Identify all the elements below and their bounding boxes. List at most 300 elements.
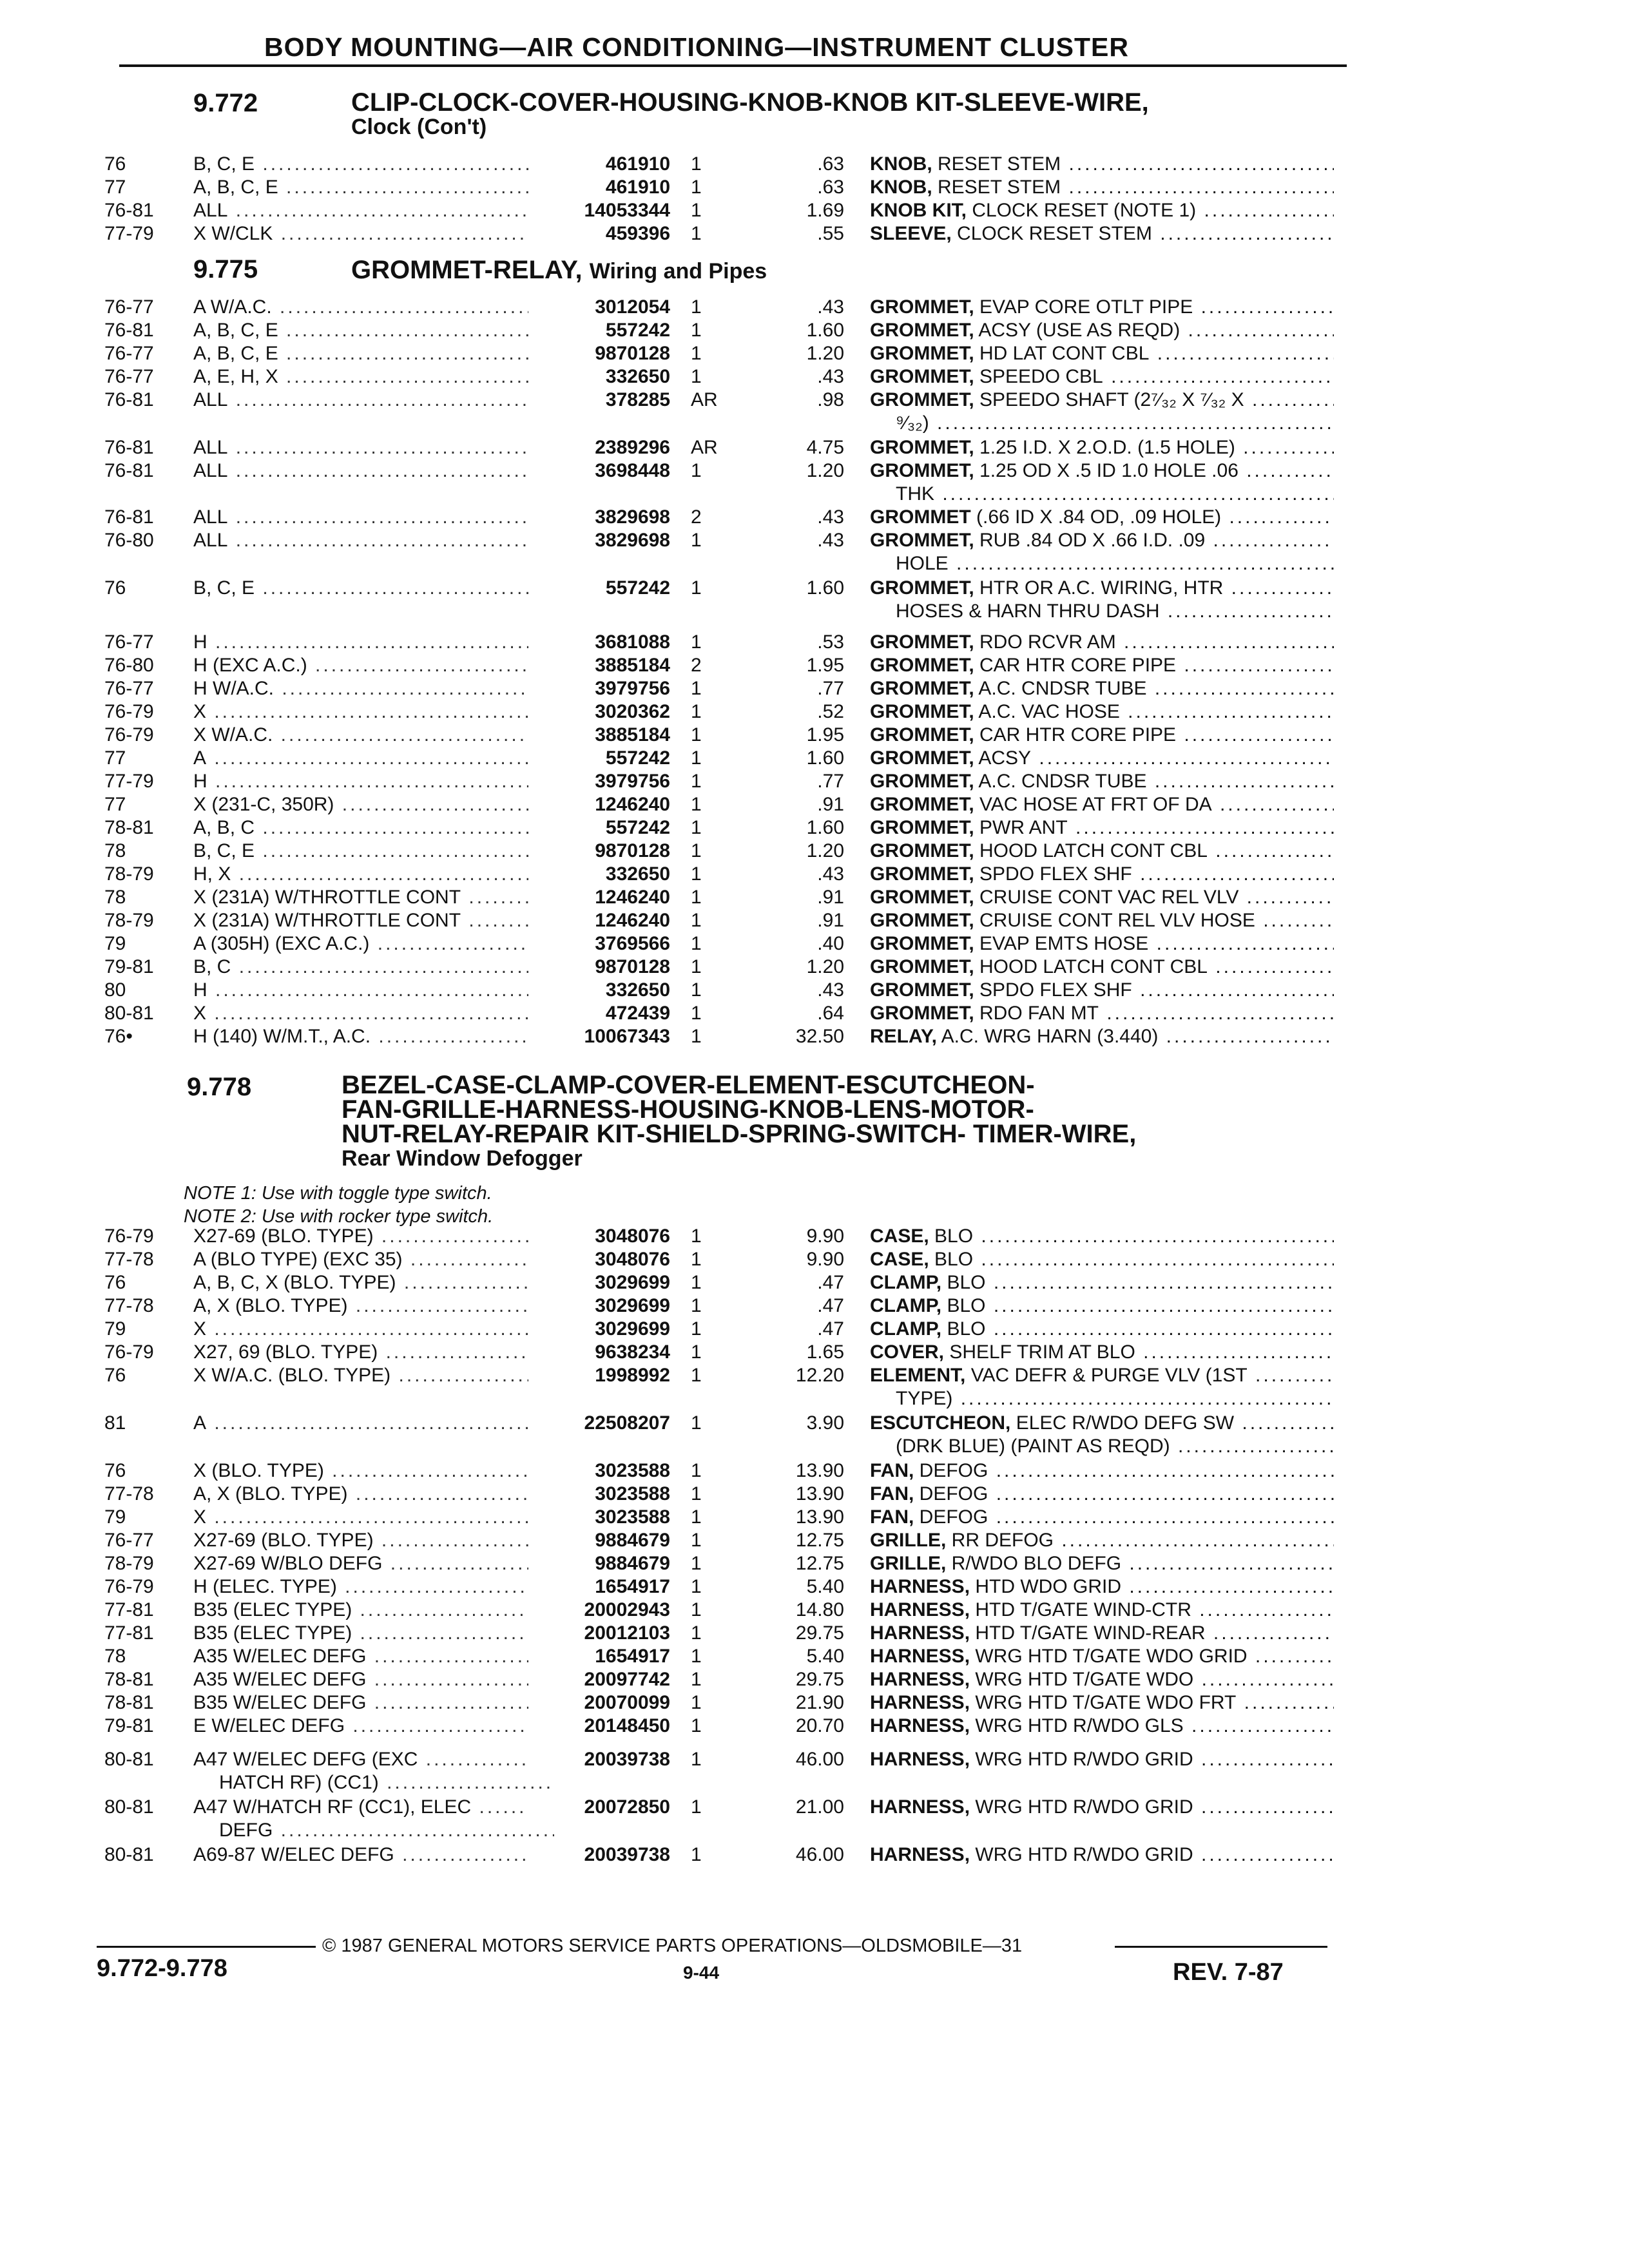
price: 13.90 <box>795 1506 844 1528</box>
year-range: 76-81 <box>104 200 154 221</box>
model-applicability: H ..... <box>193 771 528 793</box>
price: .43 <box>817 296 844 318</box>
year-range: 76 <box>104 1272 126 1293</box>
part-name: GROMMET, <box>870 460 974 481</box>
model-applicability: ALL ..... <box>193 437 528 459</box>
model-applicability: A69-87 W/ELEC DEFG ..... <box>193 1844 528 1866</box>
quantity: 1 <box>691 1295 702 1316</box>
price: 1.20 <box>806 956 844 977</box>
part-name: GROMMET, <box>870 933 974 954</box>
part-name: GROMMET, <box>870 1003 974 1024</box>
year-range: 76-77 <box>104 296 154 318</box>
quantity: 1 <box>691 979 702 1001</box>
table-row <box>0 1599 1629 1621</box>
quantity: 1 <box>691 1646 702 1667</box>
price: 13.90 <box>795 1460 844 1481</box>
price: 29.75 <box>795 1669 844 1690</box>
part-name: HARNESS, <box>870 1622 970 1644</box>
quantity: 1 <box>691 1318 702 1340</box>
quantity: AR <box>691 389 718 410</box>
year-range: 78-79 <box>104 910 154 931</box>
footer-page-number: 9-44 <box>683 1963 720 1983</box>
year-range: 78-79 <box>104 1553 154 1574</box>
part-description <box>870 655 1334 677</box>
part-detail: A.C. CNDSR TUBE <box>974 771 1147 792</box>
part-description <box>870 343 1334 365</box>
year-range: 79-81 <box>104 1715 154 1736</box>
part-number: 3885184 <box>595 724 670 745</box>
price: .91 <box>817 910 844 931</box>
part-description <box>870 1796 1334 1818</box>
part-name: GROMMET, <box>870 530 974 551</box>
part-description <box>870 910 1334 932</box>
quantity: 1 <box>691 1553 702 1574</box>
footer-section-range: 9.772-9.778 <box>97 1955 227 1982</box>
price: 1.20 <box>806 460 844 481</box>
part-description <box>870 747 1334 769</box>
table-row <box>0 1003 1629 1024</box>
quantity: 1 <box>691 1341 702 1363</box>
price: .77 <box>817 678 844 699</box>
part-number: 557242 <box>605 817 670 838</box>
part-detail: CAR HTR CORE PIPE <box>974 724 1177 745</box>
part-description <box>870 1295 1334 1317</box>
part-detail: A.C. CNDSR TUBE <box>974 678 1147 699</box>
price: .98 <box>817 389 844 410</box>
part-number: 3829698 <box>595 530 670 551</box>
price: 4.75 <box>806 437 844 458</box>
part-number: 1998992 <box>595 1365 670 1386</box>
part-name: GROMMET, <box>870 678 974 699</box>
year-range: 76-79 <box>104 1341 154 1363</box>
part-number: 3029699 <box>595 1272 670 1293</box>
quantity: 1 <box>691 840 702 861</box>
part-description <box>870 389 1334 411</box>
model-applicability: A, B, C, E ..... <box>193 177 528 198</box>
section-subtitle: Clock (Con't) <box>351 115 487 139</box>
part-name: HARNESS, <box>870 1669 970 1690</box>
part-name: GROMMET <box>870 506 971 528</box>
model-applicability: H (ELEC. TYPE) ..... <box>193 1576 528 1598</box>
part-number: 3029699 <box>595 1295 670 1316</box>
part-name: GROMMET, <box>870 366 974 387</box>
part-number: 378285 <box>605 389 670 410</box>
part-description <box>870 530 1334 552</box>
section-title-line: GROMMET-RELAY, <box>351 256 583 284</box>
part-name: GROMMET, <box>870 747 974 769</box>
quantity: 1 <box>691 366 702 387</box>
part-description-cont: ⁹⁄₃₂) ..... <box>896 412 1334 434</box>
part-number: 9870128 <box>595 956 670 977</box>
part-description <box>870 296 1334 318</box>
quantity: 1 <box>691 320 702 341</box>
table-row <box>0 1553 1629 1575</box>
quantity: 1 <box>691 343 702 364</box>
part-description <box>870 437 1334 459</box>
model-applicability: A, X (BLO. TYPE) ..... <box>193 1295 528 1317</box>
part-detail: A.C. VAC HOSE <box>974 701 1120 722</box>
part-number: 9870128 <box>595 343 670 364</box>
table-row <box>0 296 1629 318</box>
model-applicability: A35 W/ELEC DEFG ..... <box>193 1646 528 1667</box>
table-row <box>0 1249 1629 1271</box>
year-range: 79 <box>104 1318 126 1340</box>
part-number: 1654917 <box>595 1576 670 1597</box>
quantity: 1 <box>691 1749 702 1770</box>
table-row <box>0 933 1629 955</box>
part-description <box>870 1749 1334 1771</box>
part-name: GROMMET, <box>870 817 974 838</box>
table-row <box>0 177 1629 198</box>
model-applicability: A W/A.C. ..... <box>193 296 528 318</box>
part-name: CLAMP, <box>870 1318 942 1340</box>
part-name: GROMMET, <box>870 956 974 977</box>
part-name: HARNESS, <box>870 1576 970 1597</box>
part-detail: SHELF TRIM AT BLO <box>944 1341 1135 1363</box>
part-detail: RDO FAN MT <box>974 1003 1099 1024</box>
price: 1.60 <box>806 817 844 838</box>
year-range: 76-79 <box>104 724 154 745</box>
part-detail: BLO <box>941 1318 986 1340</box>
table-row <box>0 1622 1629 1644</box>
part-description <box>870 1225 1334 1247</box>
table-row <box>0 794 1629 816</box>
part-detail: WRG HTD R/WDO GRID <box>970 1796 1193 1818</box>
year-range: 81 <box>104 1412 126 1434</box>
table-row <box>0 437 1629 459</box>
part-number: 3048076 <box>595 1225 670 1247</box>
part-number: 20039738 <box>584 1844 670 1865</box>
table-row <box>0 506 1629 528</box>
quantity: 1 <box>691 794 702 815</box>
quantity: 1 <box>691 701 702 722</box>
year-range: 76-77 <box>104 366 154 387</box>
part-description <box>870 366 1334 388</box>
part-name: KNOB, <box>870 153 932 175</box>
model-applicability: B35 (ELEC TYPE) ..... <box>193 1622 528 1644</box>
section-title <box>351 258 767 284</box>
section-number: 9.778 <box>187 1073 252 1101</box>
part-number: 20070099 <box>584 1692 670 1713</box>
part-name: CLAMP, <box>870 1295 942 1316</box>
part-detail: HD LAT CONT CBL <box>974 343 1150 364</box>
table-row <box>0 1295 1629 1317</box>
model-applicability: A, E, H, X ..... <box>193 366 528 388</box>
part-description <box>870 979 1334 1001</box>
year-range: 76• <box>104 1026 133 1047</box>
table-row <box>0 460 1629 482</box>
model-applicability: X W/A.C. ..... <box>193 724 528 746</box>
part-number: 3023588 <box>595 1483 670 1504</box>
year-range: 76-77 <box>104 678 154 699</box>
model-applicability-cont: DEFG ..... <box>219 1820 554 1841</box>
table-row <box>0 840 1629 862</box>
table-row <box>0 747 1629 769</box>
year-range: 76-80 <box>104 655 154 676</box>
section-title <box>351 90 1149 139</box>
price: .47 <box>817 1295 844 1316</box>
part-detail: HTD T/GATE WIND-REAR <box>970 1622 1206 1644</box>
price: 29.75 <box>795 1622 844 1644</box>
part-detail: VAC DEFR & PURGE VLV (1ST <box>965 1365 1248 1386</box>
price: 5.40 <box>806 1646 844 1667</box>
quantity: 1 <box>691 956 702 977</box>
part-detail: (.66 ID X .84 OD, .09 HOLE) <box>970 506 1222 528</box>
table-row <box>0 1844 1629 1866</box>
part-description <box>870 200 1334 222</box>
model-applicability: H ..... <box>193 631 528 653</box>
year-range: 76-77 <box>104 631 154 653</box>
section-number: 9.775 <box>193 255 258 284</box>
part-description <box>870 177 1334 198</box>
model-applicability: X ..... <box>193 1506 528 1528</box>
part-name: HARNESS, <box>870 1599 970 1620</box>
table-row <box>0 887 1629 908</box>
part-number: 332650 <box>605 863 670 885</box>
part-description <box>870 460 1334 482</box>
model-applicability: E W/ELEC DEFG ..... <box>193 1715 528 1737</box>
part-number: 14053344 <box>584 200 670 221</box>
year-range: 76-81 <box>104 320 154 341</box>
price: 1.20 <box>806 840 844 861</box>
table-row <box>0 701 1629 723</box>
year-range: 78-81 <box>104 817 154 838</box>
quantity: 1 <box>691 577 702 599</box>
part-name: HARNESS, <box>870 1749 970 1770</box>
part-name: GROMMET, <box>870 979 974 1001</box>
year-range: 79 <box>104 1506 126 1528</box>
model-applicability: X27, 69 (BLO. TYPE) ..... <box>193 1341 528 1363</box>
part-detail: EVAP EMTS HOSE <box>974 933 1149 954</box>
model-applicability: B, C, E ..... <box>193 577 528 599</box>
year-range: 76 <box>104 577 126 599</box>
model-applicability: A ..... <box>193 747 528 769</box>
part-number: 1246240 <box>595 910 670 931</box>
quantity: 1 <box>691 1003 702 1024</box>
year-range: 76-79 <box>104 1225 154 1247</box>
part-number: 9884679 <box>595 1553 670 1574</box>
price: 13.90 <box>795 1483 844 1504</box>
part-description <box>870 1692 1334 1714</box>
part-description <box>870 1622 1334 1644</box>
price: 1.95 <box>806 724 844 745</box>
part-description <box>870 863 1334 885</box>
part-description-cont: TYPE) ..... <box>896 1388 1334 1410</box>
quantity: 1 <box>691 1796 702 1818</box>
model-applicability: A (305H) (EXC A.C.) ..... <box>193 933 528 955</box>
part-number: 20148450 <box>584 1715 670 1736</box>
year-range: 76-77 <box>104 1530 154 1551</box>
part-description <box>870 1460 1334 1482</box>
year-range: 76 <box>104 153 126 175</box>
model-applicability: A (BLO TYPE) (EXC 35) ..... <box>193 1249 528 1271</box>
part-detail: DEFOG <box>914 1506 988 1528</box>
part-number: 461910 <box>605 153 670 175</box>
table-row <box>0 1318 1629 1340</box>
part-number: 3023588 <box>595 1460 670 1481</box>
part-name: HARNESS, <box>870 1646 970 1667</box>
year-range: 79-81 <box>104 956 154 977</box>
model-applicability: A ..... <box>193 1412 528 1434</box>
part-detail: HTR OR A.C. WIRING, HTR <box>974 577 1224 599</box>
part-number: 557242 <box>605 320 670 341</box>
table-row <box>0 530 1629 552</box>
part-name: GROMMET, <box>870 724 974 745</box>
part-name: ELEMENT, <box>870 1365 966 1386</box>
part-name: GRILLE, <box>870 1530 947 1551</box>
year-range: 77-79 <box>104 223 154 244</box>
section-title-line: CLIP-CLOCK-COVER-HOUSING-KNOB-KNOB KIT-SLEEVE-WIRE, <box>351 88 1149 117</box>
year-range: 77 <box>104 177 126 198</box>
price: 20.70 <box>795 1715 844 1736</box>
part-name: GROMMET, <box>870 771 974 792</box>
part-description <box>870 1249 1334 1271</box>
part-detail: 1.25 OD X .5 ID 1.0 HOLE .06 <box>974 460 1239 481</box>
quantity: 1 <box>691 1460 702 1481</box>
year-range: 80-81 <box>104 1796 154 1818</box>
part-detail: ACSY (USE AS REQD) <box>974 320 1181 341</box>
part-number: 3681088 <box>595 631 670 653</box>
part-number: 9884679 <box>595 1530 670 1551</box>
part-detail: WRG HTD R/WDO GRID <box>970 1749 1193 1770</box>
part-detail: CAR HTR CORE PIPE <box>974 655 1177 676</box>
model-applicability: A35 W/ELEC DEFG ..... <box>193 1669 528 1691</box>
quantity: 1 <box>691 1692 702 1713</box>
price: 9.90 <box>806 1249 844 1270</box>
quantity: 2 <box>691 506 702 528</box>
price: .40 <box>817 933 844 954</box>
year-range: 78-81 <box>104 1692 154 1713</box>
quantity: 1 <box>691 296 702 318</box>
year-range: 77-78 <box>104 1295 154 1316</box>
table-row <box>0 343 1629 365</box>
table-row <box>0 1365 1629 1387</box>
price: .91 <box>817 887 844 908</box>
table-row <box>0 979 1629 1001</box>
part-number: 332650 <box>605 979 670 1001</box>
model-applicability: H ..... <box>193 979 528 1001</box>
model-applicability: H, X ..... <box>193 863 528 885</box>
quantity: 1 <box>691 1530 702 1551</box>
model-applicability-cont: HATCH RF) (CC1) ..... <box>219 1772 554 1794</box>
header-rule <box>119 64 1347 67</box>
footer-rule-left <box>97 1946 316 1948</box>
model-applicability: X (231-C, 350R) ..... <box>193 794 528 816</box>
year-range: 80 <box>104 979 126 1001</box>
quantity: 1 <box>691 1026 702 1047</box>
part-detail: HOOD LATCH CONT CBL <box>974 956 1208 977</box>
model-applicability: B, C, E ..... <box>193 840 528 862</box>
part-detail: CLOCK RESET STEM <box>951 223 1152 244</box>
price: .43 <box>817 506 844 528</box>
price: .52 <box>817 701 844 722</box>
part-detail: CLOCK RESET (NOTE 1) <box>967 200 1197 221</box>
part-name: GROMMET, <box>870 296 974 318</box>
section-title-line: NUT-RELAY-REPAIR KIT-SHIELD-SPRING-SWITCH- TIMER-WIRE, <box>342 1120 1137 1148</box>
section-title-line: BEZEL-CASE-CLAMP-COVER-ELEMENT-ESCUTCHEON- <box>342 1071 1035 1099</box>
footer-rule-right <box>1115 1946 1327 1948</box>
part-detail: ACSY <box>974 747 1032 769</box>
part-number: 20012103 <box>584 1622 670 1644</box>
year-range: 76-81 <box>104 437 154 458</box>
part-name: KNOB, <box>870 177 932 198</box>
quantity: 1 <box>691 1669 702 1690</box>
price: 1.69 <box>806 200 844 221</box>
quantity: AR <box>691 437 718 458</box>
part-description <box>870 1026 1334 1048</box>
part-name: GROMMET, <box>870 320 974 341</box>
model-applicability: H (140) W/M.T., A.C. ..... <box>193 1026 528 1048</box>
model-applicability: A, B, C, X (BLO. TYPE) ..... <box>193 1272 528 1294</box>
part-name: CASE, <box>870 1225 929 1247</box>
price: 21.00 <box>795 1796 844 1818</box>
part-number: 3048076 <box>595 1249 670 1270</box>
part-description <box>870 1553 1334 1575</box>
section-subtitle: Rear Window Defogger <box>342 1146 583 1171</box>
model-applicability: A47 W/ELEC DEFG (EXC ..... <box>193 1749 528 1771</box>
footer-copyright: © 1987 GENERAL MOTORS SERVICE PARTS OPERATIONS—OLDSMOBILE—31 <box>322 1936 1023 1956</box>
part-description <box>870 817 1334 839</box>
part-description-cont: HOLE ..... <box>896 553 1334 575</box>
quantity: 1 <box>691 771 702 792</box>
price: .63 <box>817 153 844 175</box>
part-description <box>870 631 1334 653</box>
part-number: 3979756 <box>595 678 670 699</box>
part-detail: SPDO FLEX SHF <box>974 863 1132 885</box>
model-applicability: B, C ..... <box>193 956 528 978</box>
part-number: 3885184 <box>595 655 670 676</box>
part-number: 20039738 <box>584 1749 670 1770</box>
part-number: 3023588 <box>595 1506 670 1528</box>
price: 32.50 <box>795 1026 844 1047</box>
year-range: 80-81 <box>104 1749 154 1770</box>
price: 1.20 <box>806 343 844 364</box>
model-applicability: X ..... <box>193 1003 528 1024</box>
part-number: 332650 <box>605 366 670 387</box>
part-description <box>870 1318 1334 1340</box>
model-applicability: A, B, C ..... <box>193 817 528 839</box>
part-description <box>870 1365 1334 1387</box>
part-detail: HOOD LATCH CONT CBL <box>974 840 1208 861</box>
part-description <box>870 1844 1334 1866</box>
part-detail: WRG HTD T/GATE WDO GRID <box>970 1646 1248 1667</box>
year-range: 76-80 <box>104 530 154 551</box>
part-number: 22508207 <box>584 1412 670 1434</box>
model-applicability: X W/A.C. (BLO. TYPE) ..... <box>193 1365 528 1387</box>
model-applicability: X27-69 (BLO. TYPE) ..... <box>193 1530 528 1552</box>
year-range: 76-77 <box>104 343 154 364</box>
quantity: 1 <box>691 1225 702 1247</box>
table-row <box>0 320 1629 341</box>
part-detail: DEFOG <box>914 1483 988 1504</box>
model-applicability: B35 (ELEC TYPE) ..... <box>193 1599 528 1621</box>
year-range: 77-81 <box>104 1599 154 1620</box>
year-range: 76-81 <box>104 389 154 410</box>
model-applicability: X (231A) W/THROTTLE CONT ..... <box>193 910 528 932</box>
year-range: 77-78 <box>104 1483 154 1504</box>
quantity: 1 <box>691 887 702 908</box>
model-applicability: A47 W/HATCH RF (CC1), ELEC ..... <box>193 1796 528 1818</box>
quantity: 1 <box>691 1506 702 1528</box>
model-applicability: B35 W/ELEC DEFG ..... <box>193 1692 528 1714</box>
part-description <box>870 1272 1334 1294</box>
part-description <box>870 678 1334 700</box>
quantity: 1 <box>691 910 702 931</box>
part-number: 3829698 <box>595 506 670 528</box>
model-applicability: B, C, E ..... <box>193 153 528 175</box>
part-number: 20002943 <box>584 1599 670 1620</box>
quantity: 1 <box>691 724 702 745</box>
